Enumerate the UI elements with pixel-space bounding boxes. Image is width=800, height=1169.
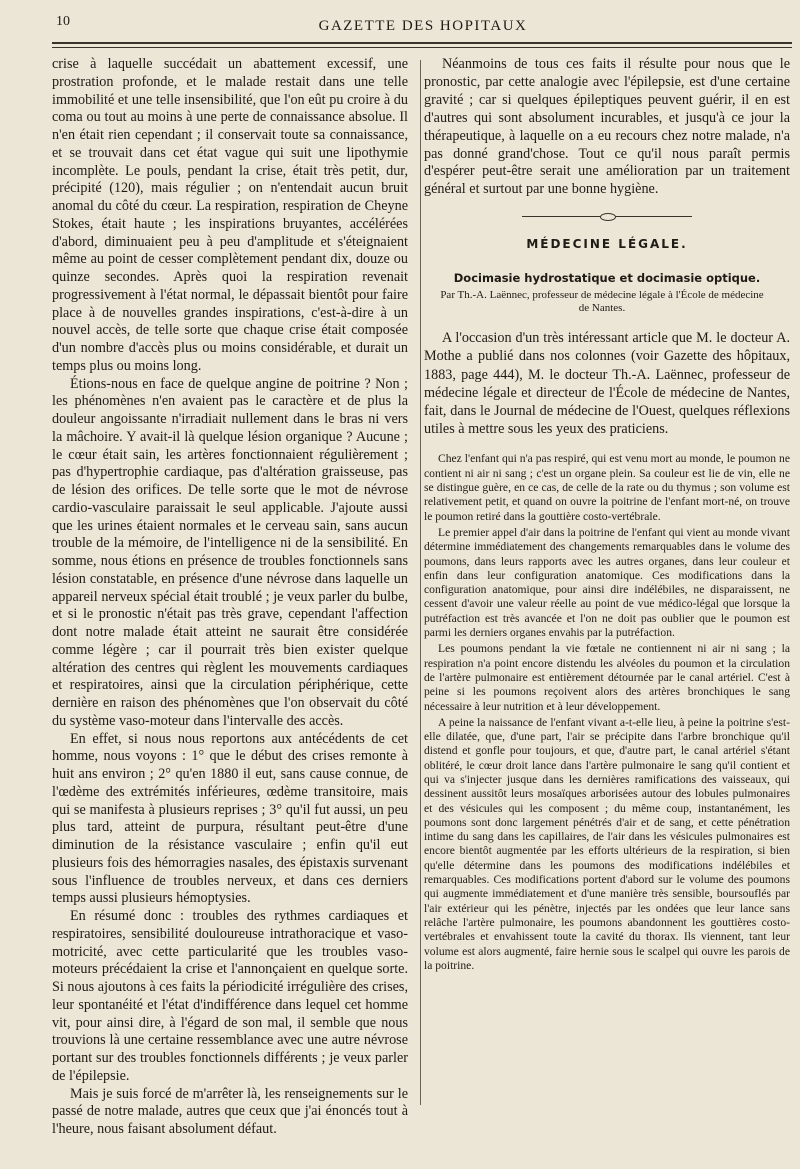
header-rule [52, 42, 792, 48]
quoted-paragraph: A peine la naissance de l'enfant vivant a-t-elle lieu, à peine la poitrine s'est-elle dilatée, que, d'une part, l'air se précipite dans l'arbre bronchique qu'il distend et gonfle pour toujours, et que, d'autre part, le canal artériel s'étant oblitéré, le cœur droit lance dans l'artère pulmonaire le sang qu'il contient et qui va s'injecter jusque dans les dernières ramifications des vaisseaux, qui dessinent aussitôt leurs mosaïques arborisées autour des lobules pulmonaires et des vésicules qui les composent ; du même coup, instantanément, les poumons sont donc largement pénétrés d'air et de sang, et cette pénétration intime du sang dans les capillaires, de l'air dans les vésicules pulmonaires est encore bientôt augmentée par les efforts ultérieurs de la respiration, si bien qu'elle détermine dans les poumons des modifications indélébiles et remarquables. Ces modifications portent d'abord sur le volume des poumons qui augmente immédiatement et d'une manière très sensible, boursouflés par l'air extérieur qui les pénètre, injectés par les ondées que leur lance sans relâche l'artère pulmonaire, les poumons abandonnent les gouttières costo-vertébrales et envahissent toute la cavité du thorax. Ils viennent, tant leur volume est alors augmenté, faire hernie sous le scalpel qui ouvre les parois de la poitrine. [424, 715, 790, 972]
section-heading: MÉDECINE LÉGALE. [526, 237, 688, 252]
column-divider [420, 60, 421, 1105]
journal-title: GAZETTE DES HOPITAUX [318, 18, 528, 34]
left-column [52, 56, 408, 1139]
page-header [56, 10, 790, 40]
section-ornament [522, 213, 692, 221]
paragraph: crise à laquelle succédait un abattement excessif, une prostration profonde, et le malade restait dans une telle immobilité et une telle insensibilité, que l'on eût pu croire à du coma ou tout au moins à une perte de connaissance absolue. Il n'en était rien cependant ; il conservait toute sa connaissance, et se trouvait dans cet état vague qui suit une lipothymie incomplète. Le pouls, pendant la crise, était très petit, dur, précipité (120), mais régulier ; on n'entendait aucun bruit anomal du côté du cœur. La respiration, respiration de Cheyne Stokes, était haute ; les inspirations bruyantes, accélérées d'abord, diminuaient peu à peu d'amplitude et s'éteignaient même au point de cesser complètement pendant dix, douze ou quinze secondes. Après quoi la respiration revenait progressivement à l'état normal, le dépassait bientôt pour faire place à de nouvelles grandes inspirations, c'est-à-dire à un nouvel accès, de telle sorte que chaque crise était composée d'un nombre d'accès plus ou moins considérable, et durait un temps plus ou moins long. [52, 56, 408, 374]
paragraph: Mais je suis forcé de m'arrêter là, les renseignements sur le passé de notre malade, autres que ceux que j'ai énoncés tout à l'heure, nous faisant absolument défaut. [52, 1085, 408, 1137]
quoted-paragraph: Chez l'enfant qui n'a pas respiré, qui est venu mort au monde, le poumon ne contient ni air ni sang ; c'est un organe plein. Sa couleur est lie de vin, elle ne se distingue guère, en ce cas, de celle de la rate ou du thymus ; son volume est relativement petit, et quand on ouvre la poitrine de l'enfant mort-né, on trouve le poumon retiré dans la gouttière costo-vertébrale. [424, 452, 790, 523]
paragraph: Néanmoins de tous ces faits il résulte pour nous que le pronostic, par cette analogie avec l'épilepsie, est d'une certaine gravité ; car si quelques épileptiques peuvent guérir, il en est d'autres qui sont absolument incurables, et jusqu'à ce jour la thérapeutique, à laquelle on a eu recours chez notre malade, n'a pas donné grand'chose. Tout ce qu'il nous paraît permis d'espérer peut-être serait une amélioration par un traitement général et surtout par une bonne hygiène. [424, 56, 790, 198]
article-author: Par Th.-A. Laënnec, professeur de médecine légale à l'École de médecine de Nantes. [440, 289, 764, 315]
right-column [424, 56, 790, 975]
paragraph: En effet, si nous nous reportons aux antécédents de cet homme, nous voyons : 1° que le début des crises remonte à huit ans environ ; 2° qu'en 1880 il eut, sans cause connue, de l'œdème des extrémités inférieures, œdème transitoire, mais qui se manifesta à plusieurs reprises ; 3° qu'il fut aussi, un peu plus tard, atteint de purpura, résultant peut-être d'une diminution de la résistance vasculaire ; enfin qu'il eut plusieurs fois des hémorragies nasales, des épistaxis survenant sous l'influence de troubles nerveux, et dans ces derniers temps aussi plusieurs hémoptysies. [52, 730, 408, 907]
article-lead [424, 329, 790, 438]
paragraph: A l'occasion d'un très intéressant article que M. le docteur A. Mothe a publié dans nos colonnes (voir Gazette des hôpitaux, 1883, page 444), M. le docteur Th.-A. Laënnec, professeur de médecine légale et directeur de l'École de médecine de Nantes, fait, dans le Journal de médecine de l'Ouest, quelques réflexions utiles à mettre sous les yeux des praticiens. [424, 330, 790, 438]
intro-block [424, 56, 790, 199]
quoted-paragraph: Les poumons pendant la vie fœtale ne contiennent ni air ni sang ; la respiration n'a point encore distendu les alvéoles du poumon et la circulation de l'artère pulmonaire est entièrement détournée par le canal artériel. C'est à peine si les poumons reçoivent alors des artères bronchiques le sang nécessaire à leur nutrition et à leur développement. [424, 642, 790, 713]
quoted-paragraph: Le premier appel d'air dans la poitrine de l'enfant qui vient au monde vivant détermine immédiatement des changements remarquables dans le volume des poumons, dans leurs rapports avec les autres organes, dans leur couleur et enfin dans leur configuration anatomique. Ces modifications dans la configuration anatomique, pour ainsi dire indélébiles, ne disparaissent, ne cessent d'avoir une valeur réelle au point de vue médico-légal que lorsque la putréfaction est très avancée et l'on ne doit pas oublier que le poumon est parmi les derniers organes envahis par la putréfaction. [424, 525, 790, 640]
paragraph: Étions-nous en face de quelque angine de poitrine ? Non ; les phénomènes n'en avaient pas le caractère et de plus la douleur angoissante n'irradiait nullement dans le bras ni vers la mâchoire. Y avait-il là quelque lésion organique ? Aucune ; le cœur était sain, les artères fonctionnaient régulièrement ; pas d'hypertrophie cardiaque, pas d'altération graisseuse, pas de lésion des orifices. De telle sorte que le mot de névrose cardio-vasculaire paraissait le seul applicable. J'ajoute aussi que les urines étaient normales et le cerveau sain, sans aucun trouble de la mémoire, de l'intelligence ni de la sensibilité. En somme, nous étions en présence de troubles fonctionnels sans lésion constatable, en présence d'une névrose dans laquelle un appareil nerveux spécial était troublé ; je veux parler du bulbe, et si le pronostic n'était pas très grave, cependant l'affection dont notre malade était atteint ne saurait être considérée comme légère ; car il pourrait très bien exister quelque altération des centres qui règlent les mouvements cardiaques et respiratoires, ainsi que la circulation périphérique, cette dernière en raison des phénomènes que l'on observait du côté du système vaso-moteur dans l'intervalle des accès. [52, 375, 408, 729]
paragraph: En résumé donc : troubles des rythmes cardiaques et respiratoires, sensibilité douloureuse intrathoracique et vaso-motricité, avec cette particularité que les troubles vaso-moteurs précédaient la crise et l'annonçaient en quelque sorte. Si nous ajoutons à ces faits la périodicité irrégulière des crises, leur spontanéité et l'état d'indifférence dans lequel cet homme vit, pour ainsi dire, à l'égard de son mal, il semble que nous trouvions là une certaine ressemblance avec une autre névrose portant sur des troubles fonctionnels différents ; je veux parler de l'épilepsie. [52, 908, 408, 1084]
quoted-article [424, 452, 790, 973]
page-number: 10 [56, 14, 70, 29]
article-title: Docimasie hydrostatique et docimasie optique. [453, 271, 761, 286]
